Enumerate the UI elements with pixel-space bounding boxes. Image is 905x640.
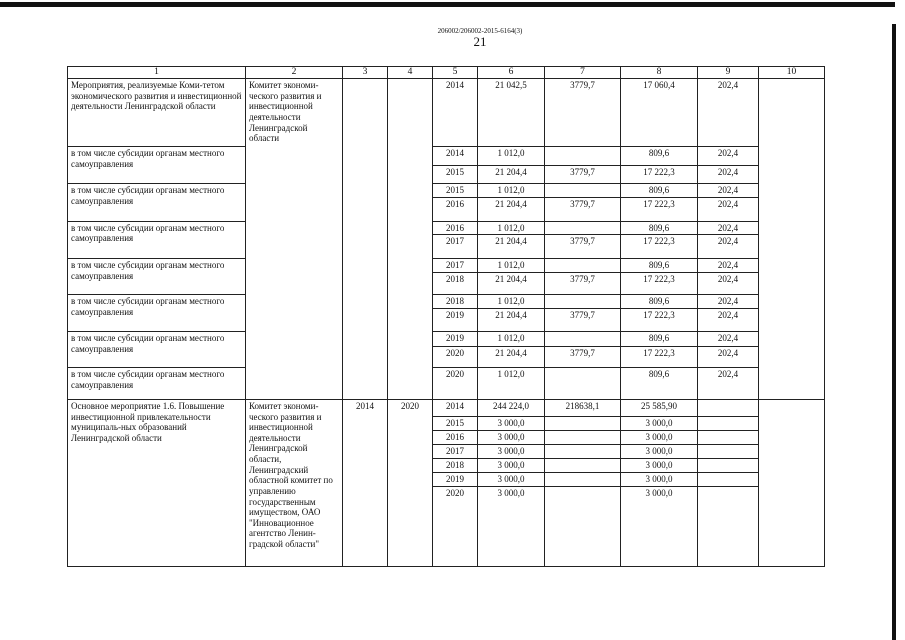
column-number: 4 [388, 67, 433, 79]
total-cell: 3 000,0 [478, 487, 545, 567]
total-cell: 21 204,4 [478, 166, 545, 184]
column-number: 2 [246, 67, 343, 79]
column-number: 10 [759, 67, 825, 79]
federal-cell [545, 259, 621, 273]
table-row [68, 147, 825, 166]
year-cell: 2018 [433, 459, 478, 473]
column-number: 7 [545, 67, 621, 79]
regional-cell: 809,6 [621, 184, 698, 198]
year-cell: 2016 [433, 431, 478, 445]
year-cell: 2019 [433, 473, 478, 487]
local-cell: 202,4 [698, 259, 759, 273]
local-cell [698, 473, 759, 487]
year-cell: 2020 [433, 368, 478, 400]
year-cell: 2019 [433, 309, 478, 332]
federal-cell [545, 147, 621, 166]
total-cell: 1 012,0 [478, 368, 545, 400]
local-cell: 202,4 [698, 166, 759, 184]
activity-cell: в том числе субсидии органам местного самоуправления [68, 147, 246, 184]
main-activity-end: 2020 [388, 400, 433, 567]
federal-cell: 3779,7 [545, 309, 621, 332]
total-cell: 1 012,0 [478, 184, 545, 198]
total-cell: 21 204,4 [478, 235, 545, 259]
local-cell: 202,4 [698, 197, 759, 221]
local-cell: 202,4 [698, 295, 759, 309]
responsible-cell: Комитет экономи-ческого развития и инвестиционной деятельности Ленинградской области [246, 79, 343, 400]
regional-cell: 3 000,0 [621, 487, 698, 567]
table-row [68, 295, 825, 309]
local-cell: 202,4 [698, 332, 759, 347]
local-cell: 202,4 [698, 368, 759, 400]
federal-cell [545, 368, 621, 400]
activity-cell: в том числе субсидии органам местного самоуправления [68, 368, 246, 400]
column-number: 8 [621, 67, 698, 79]
local-cell: 202,4 [698, 235, 759, 259]
federal-cell [545, 184, 621, 198]
regional-cell: 809,6 [621, 221, 698, 235]
activity-cell: в том числе субсидии органам местного самоуправления [68, 259, 246, 295]
federal-cell: 3779,7 [545, 197, 621, 221]
total-cell: 21 204,4 [478, 347, 545, 368]
regional-cell: 809,6 [621, 332, 698, 347]
table-row [68, 79, 825, 147]
total-cell: 3 000,0 [478, 445, 545, 459]
federal-cell: 3779,7 [545, 166, 621, 184]
total-cell: 3 000,0 [478, 417, 545, 431]
budget-table [67, 66, 825, 567]
table-row [68, 259, 825, 273]
local-cell: 202,4 [698, 79, 759, 147]
document-id: 206002/206002-2015-6164(3) [437, 27, 523, 35]
year-cell: 2019 [433, 332, 478, 347]
year-cell: 2015 [433, 166, 478, 184]
year-cell: 2014 [433, 400, 478, 417]
total-cell: 21 204,4 [478, 273, 545, 295]
right-border-bar [892, 24, 896, 640]
federal-cell: 3779,7 [545, 347, 621, 368]
federal-cell [545, 473, 621, 487]
local-cell: 202,4 [698, 273, 759, 295]
year-cell: 2018 [433, 273, 478, 295]
column-number: 6 [478, 67, 545, 79]
year-cell: 2014 [433, 79, 478, 147]
table-row [68, 368, 825, 400]
activity-cell: Мероприятия, реализуемые Коми-тетом экономического развития и инвестиционной деятельности Ленинградской области [68, 79, 246, 147]
main-activity-responsible: Комитет экономи-ческого развития и инвестиционной деятельности Ленинградской области, Ленинградский областной комитет по управлению государственным имуществом, ОАО "Инновационное агентство Ленин-градской области" [246, 400, 343, 567]
federal-cell: 3779,7 [545, 273, 621, 295]
local-cell [698, 417, 759, 431]
table-row [68, 184, 825, 198]
total-cell: 1 012,0 [478, 259, 545, 273]
total-cell: 3 000,0 [478, 459, 545, 473]
regional-cell: 17 222,3 [621, 197, 698, 221]
table-row [68, 332, 825, 347]
total-cell: 21 042,5 [478, 79, 545, 147]
local-cell [698, 445, 759, 459]
local-cell: 202,4 [698, 221, 759, 235]
federal-cell [545, 431, 621, 445]
total-cell: 3 000,0 [478, 431, 545, 445]
federal-cell [545, 295, 621, 309]
year-cell: 2015 [433, 417, 478, 431]
local-cell [698, 487, 759, 567]
year-cell: 2018 [433, 295, 478, 309]
start-year-cell [343, 79, 388, 400]
total-cell: 1 012,0 [478, 332, 545, 347]
total-cell: 21 204,4 [478, 197, 545, 221]
total-cell: 3 000,0 [478, 473, 545, 487]
column-number-row [68, 67, 825, 79]
activity-cell: в том числе субсидии органам местного самоуправления [68, 295, 246, 332]
column-number: 9 [698, 67, 759, 79]
total-cell: 1 012,0 [478, 147, 545, 166]
federal-cell [545, 445, 621, 459]
local-cell [698, 400, 759, 417]
federal-cell: 218638,1 [545, 400, 621, 417]
table-row [68, 221, 825, 235]
federal-cell [545, 417, 621, 431]
local-cell: 202,4 [698, 347, 759, 368]
main-activity-name: Основное мероприятие 1.6. Повышение инвестиционной привлекательности муниципаль-ных образований Ленинградской области [68, 400, 246, 567]
year-cell: 2020 [433, 487, 478, 567]
regional-cell: 3 000,0 [621, 473, 698, 487]
regional-cell: 809,6 [621, 147, 698, 166]
total-cell: 244 224,0 [478, 400, 545, 417]
year-cell: 2016 [433, 221, 478, 235]
top-border-bar [0, 2, 895, 7]
year-cell: 2015 [433, 184, 478, 198]
total-cell: 1 012,0 [478, 295, 545, 309]
federal-cell [545, 221, 621, 235]
other-cell [759, 400, 825, 567]
local-cell: 202,4 [698, 309, 759, 332]
column-number: 3 [343, 67, 388, 79]
regional-cell: 17 222,3 [621, 347, 698, 368]
end-year-cell [388, 79, 433, 400]
regional-cell: 3 000,0 [621, 431, 698, 445]
regional-cell: 17 222,3 [621, 309, 698, 332]
regional-cell: 3 000,0 [621, 445, 698, 459]
local-cell [698, 459, 759, 473]
federal-cell [545, 459, 621, 473]
activity-cell: в том числе субсидии органам местного самоуправления [68, 221, 246, 259]
activity-cell: в том числе субсидии органам местного самоуправления [68, 332, 246, 368]
regional-cell: 809,6 [621, 368, 698, 400]
main-activity-start: 2014 [343, 400, 388, 567]
column-number: 5 [433, 67, 478, 79]
year-cell: 2017 [433, 259, 478, 273]
regional-cell: 809,6 [621, 259, 698, 273]
column-number: 1 [68, 67, 246, 79]
federal-cell [545, 332, 621, 347]
year-cell: 2017 [433, 235, 478, 259]
year-cell: 2014 [433, 147, 478, 166]
table-row [68, 400, 825, 417]
year-cell: 2017 [433, 445, 478, 459]
federal-cell: 3779,7 [545, 79, 621, 147]
regional-cell: 3 000,0 [621, 417, 698, 431]
activity-cell: в том числе субсидии органам местного самоуправления [68, 184, 246, 222]
total-cell: 1 012,0 [478, 221, 545, 235]
year-cell: 2016 [433, 197, 478, 221]
federal-cell [545, 487, 621, 567]
regional-cell: 17 222,3 [621, 235, 698, 259]
year-cell: 2020 [433, 347, 478, 368]
federal-cell: 3779,7 [545, 235, 621, 259]
page-number: 21 [473, 34, 487, 49]
local-cell: 202,4 [698, 147, 759, 166]
regional-cell: 809,6 [621, 295, 698, 309]
regional-cell: 17 060,4 [621, 79, 698, 147]
local-cell [698, 431, 759, 445]
regional-cell: 17 222,3 [621, 273, 698, 295]
local-cell: 202,4 [698, 184, 759, 198]
regional-cell: 3 000,0 [621, 459, 698, 473]
regional-cell: 17 222,3 [621, 166, 698, 184]
regional-cell: 25 585,90 [621, 400, 698, 417]
total-cell: 21 204,4 [478, 309, 545, 332]
other-cell [759, 79, 825, 400]
